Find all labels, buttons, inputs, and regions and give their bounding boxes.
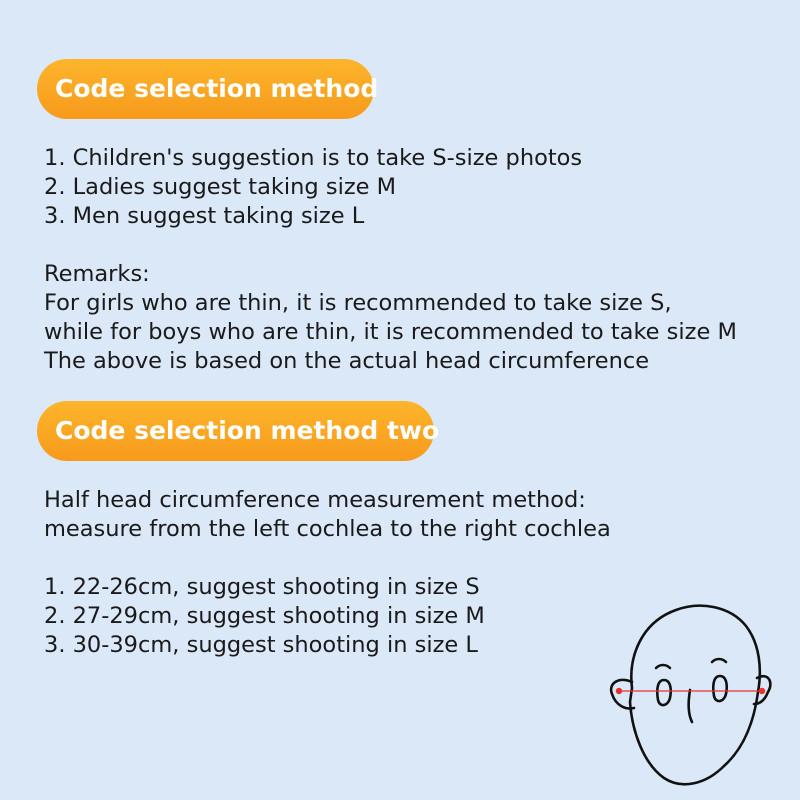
head-measurement-icon bbox=[602, 592, 774, 792]
section1-item-2: 2. Ladies suggest taking size M bbox=[44, 174, 397, 200]
spacer bbox=[44, 544, 611, 573]
remark-line-1: For girls who are thin, it is recommended to take size S, bbox=[44, 290, 672, 316]
section1-item-1: 1. Children's suggestion is to take S-size photos bbox=[44, 145, 583, 171]
section1-title: Code selection method bbox=[37, 59, 374, 119]
remark-line-3: The above is based on the actual head circumference bbox=[44, 348, 650, 374]
spacer bbox=[44, 231, 737, 260]
section2-content bbox=[44, 486, 611, 660]
section2-item-3: 3. 30-39cm, suggest shooting in size L bbox=[44, 632, 478, 658]
remarks-label: Remarks: bbox=[44, 261, 150, 287]
section2-item-2: 2. 27-29cm, suggest shooting in size M bbox=[44, 603, 485, 629]
section1-item-3: 3. Men suggest taking size L bbox=[44, 203, 365, 229]
section2-title: Code selection method two bbox=[37, 401, 434, 461]
section2-intro-2: measure from the left cochlea to the right cochlea bbox=[44, 516, 611, 542]
section2-item-1: 1. 22-26cm, suggest shooting in size S bbox=[44, 574, 480, 600]
section2-intro-1: Half head circumference measurement method: bbox=[44, 487, 586, 513]
remark-line-2: while for boys who are thin, it is recommended to take size M bbox=[44, 319, 737, 345]
section1-content bbox=[44, 144, 737, 376]
